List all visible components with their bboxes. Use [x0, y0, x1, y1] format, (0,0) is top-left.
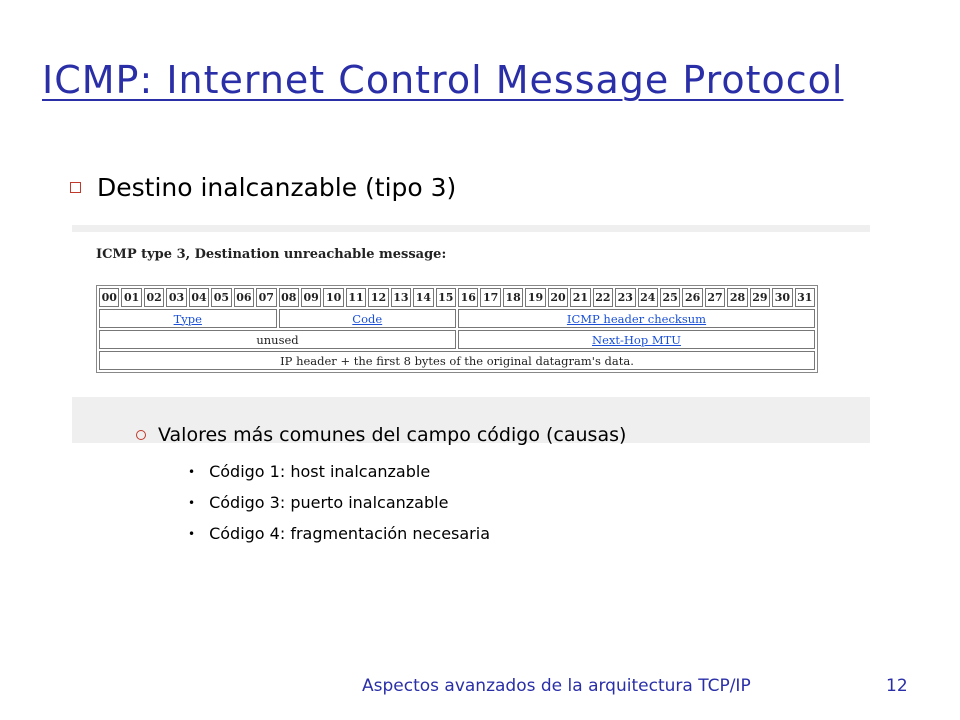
bit-index-cell: 12	[368, 288, 388, 307]
code-item-text: Código 4: fragmentación necesaria	[209, 524, 490, 543]
list-item	[188, 487, 490, 518]
bullet-destino	[70, 173, 456, 202]
bit-index-cell: 24	[638, 288, 658, 307]
bit-index-cell: 29	[750, 288, 770, 307]
bit-index-cell: 28	[727, 288, 747, 307]
bit-index-cell: 11	[346, 288, 366, 307]
icmp-header-table	[96, 285, 818, 373]
list-item	[188, 456, 490, 487]
dot-bullet-icon: •	[188, 495, 196, 510]
bit-index-cell: 17	[480, 288, 500, 307]
type-field[interactable]	[99, 309, 277, 328]
bit-index-cell: 08	[279, 288, 299, 307]
bit-index-cell: 06	[234, 288, 254, 307]
square-bullet-icon	[70, 182, 81, 193]
header-row-2	[99, 330, 815, 349]
bit-index-cell: 14	[413, 288, 433, 307]
code-list	[188, 456, 490, 549]
bit-index-cell: 13	[391, 288, 411, 307]
code-item-text: Código 1: host inalcanzable	[209, 462, 431, 481]
list-item	[188, 518, 490, 549]
bit-index-cell: 07	[256, 288, 276, 307]
bit-index-cell: 00	[99, 288, 119, 307]
bit-index-cell: 26	[682, 288, 702, 307]
bit-index-row	[99, 288, 815, 307]
bit-index-cell: 15	[436, 288, 456, 307]
bit-index-cell: 25	[660, 288, 680, 307]
dot-bullet-icon: •	[188, 464, 196, 479]
bit-index-cell: 23	[615, 288, 635, 307]
bit-index-cell: 30	[772, 288, 792, 307]
bit-index-cell: 19	[525, 288, 545, 307]
bit-index-cell: 10	[323, 288, 343, 307]
dot-bullet-icon: •	[188, 526, 196, 541]
footer-text: Aspectos avanzados de la arquitectura TCP/IP	[362, 676, 751, 696]
bit-index-cell: 18	[503, 288, 523, 307]
circle-bullet-icon	[136, 430, 146, 440]
bit-index-cell: 16	[458, 288, 478, 307]
data-field: IP header + the first 8 bytes of the original datagram's data.	[99, 351, 815, 370]
code-item-text: Código 3: puerto inalcanzable	[209, 493, 449, 512]
header-row-1	[99, 309, 815, 328]
mtu-field[interactable]	[458, 330, 815, 349]
bit-index-cell: 05	[211, 288, 231, 307]
bit-index-cell: 20	[548, 288, 568, 307]
figure-caption: ICMP type 3, Destination unreachable message:	[96, 247, 447, 262]
bit-index-cell: 21	[570, 288, 590, 307]
mtu-link[interactable]: Next-Hop MTU	[592, 332, 681, 347]
bit-index-cell: 27	[705, 288, 725, 307]
code-link[interactable]: Code	[352, 311, 383, 326]
type-link[interactable]: Type	[173, 311, 202, 326]
bit-index-cell: 02	[144, 288, 164, 307]
bullet-text: Destino inalcanzable (tipo 3)	[97, 173, 457, 202]
slide-title: ICMP: Internet Control Message Protocol	[42, 58, 844, 102]
code-field[interactable]	[279, 309, 457, 328]
unused-field: unused	[99, 330, 456, 349]
bit-index-cell: 22	[593, 288, 613, 307]
checksum-field[interactable]	[458, 309, 815, 328]
bit-index-cell: 09	[301, 288, 321, 307]
sub-bullet	[136, 424, 626, 446]
checksum-link[interactable]: ICMP header checksum	[566, 311, 707, 326]
bit-index-cell: 03	[166, 288, 186, 307]
bit-index-cell: 04	[189, 288, 209, 307]
packet-figure	[72, 225, 870, 443]
bit-index-cell: 31	[795, 288, 815, 307]
bit-index-cell: 01	[121, 288, 141, 307]
header-row-3	[99, 351, 815, 370]
sub-bullet-text: Valores más comunes del campo código (causas)	[158, 424, 627, 446]
page-number: 12	[886, 676, 908, 696]
